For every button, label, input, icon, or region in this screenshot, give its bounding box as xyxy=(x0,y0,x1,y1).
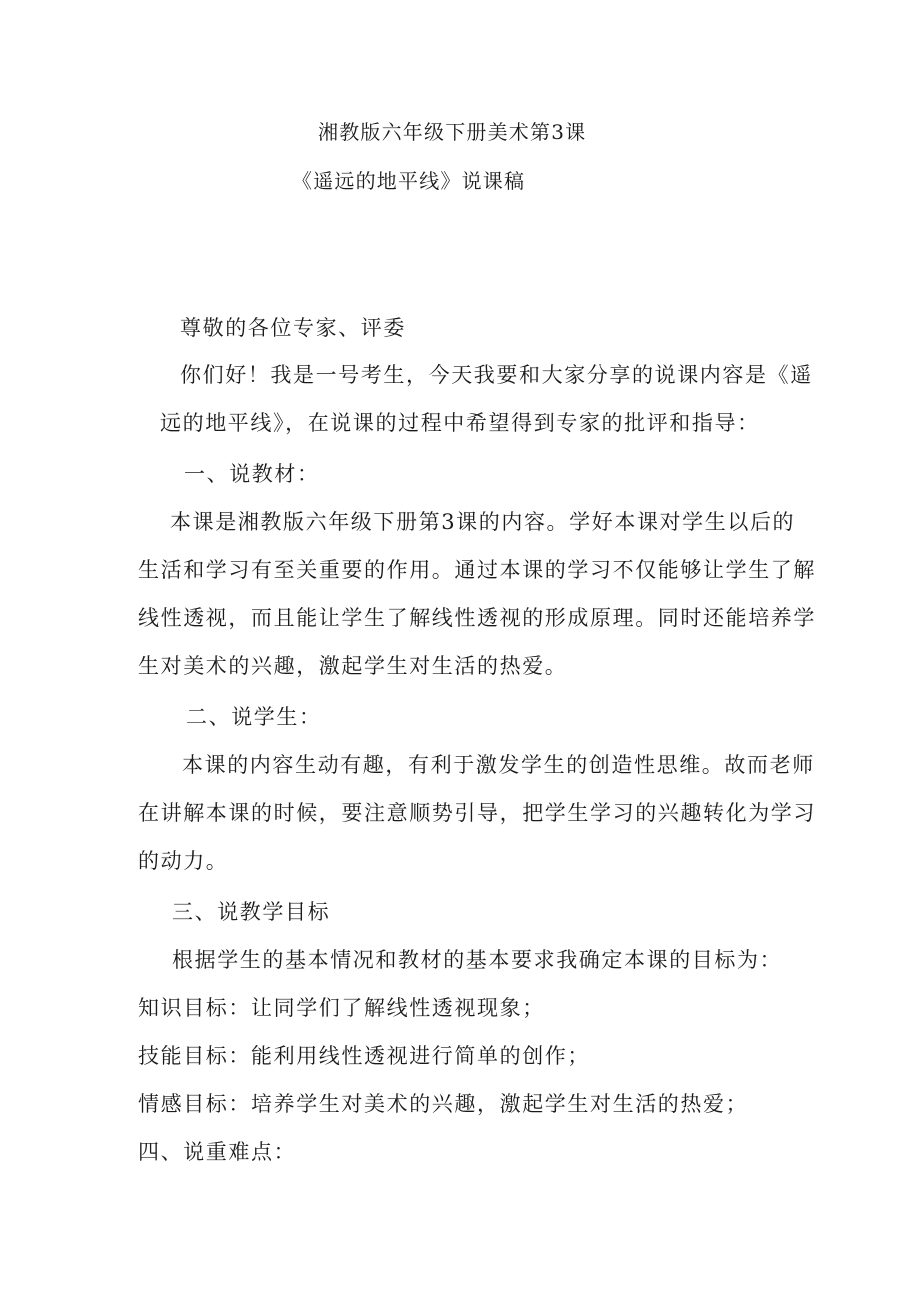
section3-heading: 三、说教学目标 xyxy=(172,900,331,924)
greeting: 尊敬的各位专家、评委 xyxy=(180,316,406,340)
goal-skill: 技能目标：能利用线性透视进行简单的创作； xyxy=(138,1044,590,1068)
section1-line-2: 生活和学习有至关重要的作用。通过本课的学习不仅能够让学生了解 xyxy=(138,558,816,582)
intro-line-1: 你们好！我是一号考生，今天我要和大家分享的说课内容是《遥 xyxy=(180,363,813,387)
title-line-2: 《遥远的地平线》说课稿 xyxy=(292,169,526,193)
section2-heading: 二、说学生： xyxy=(186,705,322,729)
section2-line-3: 的动力。 xyxy=(138,849,229,873)
goal-knowledge: 知识目标：让同学们了解线性透视现象； xyxy=(138,996,545,1020)
goal-emotion: 情感目标：培养学生对美术的兴趣，激起学生对生活的热爱； xyxy=(138,1092,749,1116)
section2-line-2: 在讲解本课的时候，要注意顺势引导，把学生学习的兴趣转化为学习 xyxy=(138,801,816,825)
title-line-1: 湘教版六年级下册美术第3课 xyxy=(318,120,587,144)
section1-line-4: 生对美术的兴趣，激起学生对生活的热爱。 xyxy=(138,654,568,678)
section4-heading: 四、说重难点： xyxy=(138,1140,297,1164)
section3-intro: 根据学生的基本情况和教材的基本要求我确定本课的目标为： xyxy=(172,948,783,972)
intro-line-2: 远的地平线》，在说课的过程中希望得到专家的批评和指导： xyxy=(160,411,760,435)
section1-heading: 一、说教材： xyxy=(184,462,320,486)
section2-line-1: 本课的内容生动有趣，有利于激发学生的创造性思维。故而老师 xyxy=(182,753,815,777)
section1-line-1: 本课是湘教版六年级下册第3课的内容。学好本课对学生以后的 xyxy=(170,510,796,534)
section1-line-3: 线性透视，而且能让学生了解线性透视的形成原理。同时还能培养学 xyxy=(138,606,816,630)
